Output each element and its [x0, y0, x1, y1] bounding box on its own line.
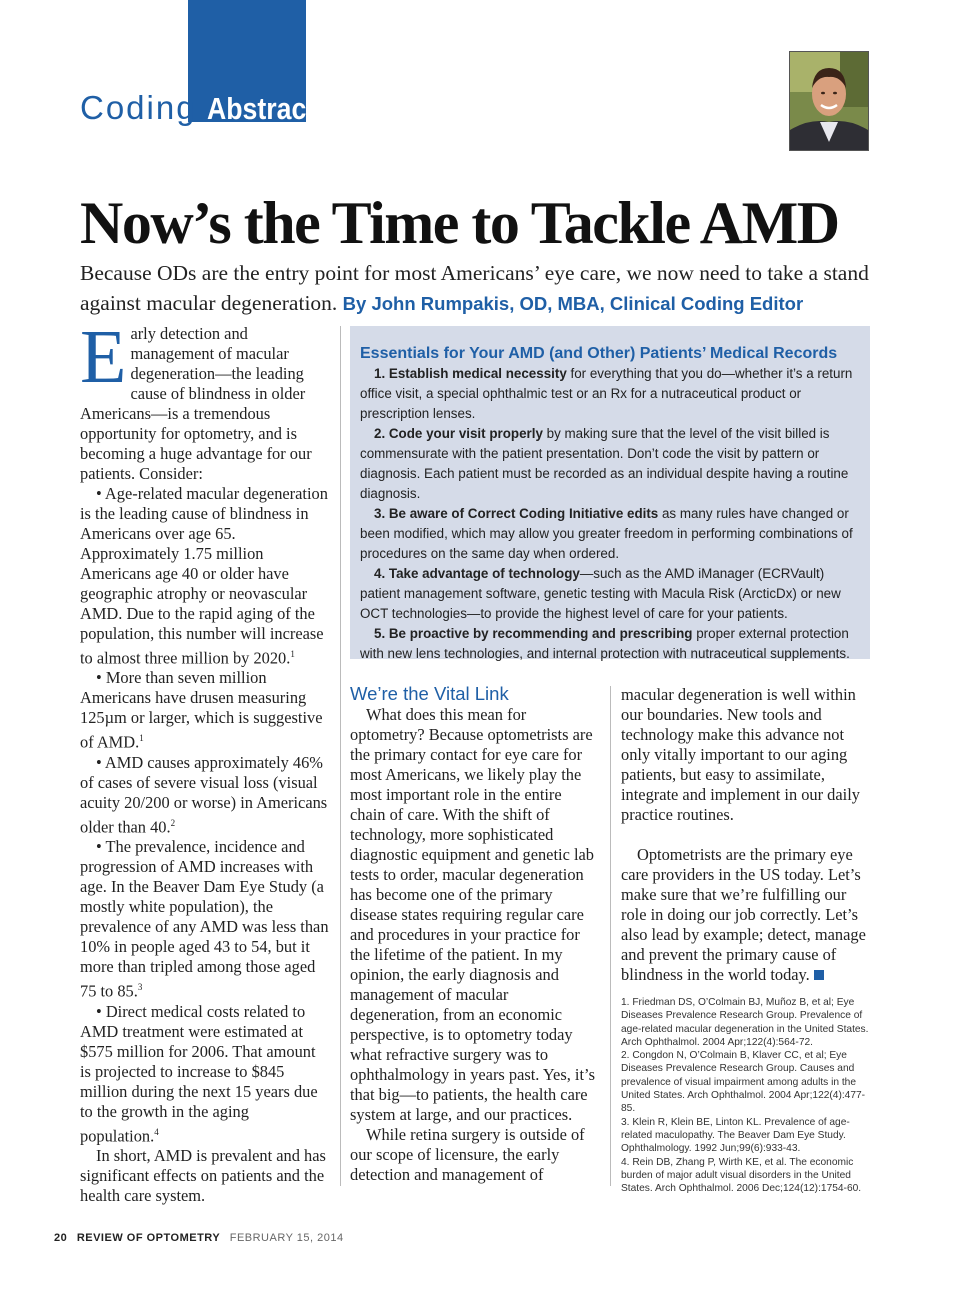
bullet-text: • AMD causes approximately 46% of cases of severe visual loss (visual acuity 20/200 or worse) in Americans older than 40.	[80, 752, 328, 837]
column-3	[621, 685, 871, 985]
section-label	[80, 84, 332, 124]
closing-text: Optometrists are the primary eye care providers in the US today. Let’s make sure that we’re fulfilling our role in doing our job correctly. Let’s also lead by example; detect, manage and prevent the primary cause of blindness in the world today.	[621, 845, 866, 984]
article-headline: Now’s the Time to Tackle AMD	[80, 190, 839, 256]
bullet-text: • More than seven million Americans have drusen measuring 125µm or larger, which is suggestive of AMD.	[80, 668, 323, 752]
section-label-abstract: Abstract	[206, 91, 315, 126]
footnote-ref: 1	[139, 733, 144, 744]
sidebar-item-lead: 4. Take advantage of technology	[374, 566, 580, 581]
bullet-item	[80, 668, 330, 752]
column-1	[80, 315, 330, 1206]
body-paragraph: While retina surgery is outside of our scope of licensure, the early detection and management of	[350, 1125, 585, 1184]
sidebar-item-lead: 2. Code your visit properly	[374, 426, 543, 441]
bullet-item	[80, 753, 330, 837]
sidebar-item	[360, 564, 860, 624]
body-paragraph: macular degeneration is well within our boundaries. New tools and technology make this advance not only vitally important to our aging patients, but easy to assimilate, integrate and implement in our daily practice routines.	[621, 685, 860, 824]
closing-paragraph: In short, AMD is prevalent and has significant effects on patients and the health care system.	[80, 1146, 326, 1206]
sidebar-item-text: by making sure that the level of the visit billed is commensurate with the patient presentation. Don’t code the visit by pattern or diagnosis. Each patient must be recorded as an individual despite having a routine diagnosis.	[360, 426, 849, 501]
body-paragraph: What does this mean for optometry? Because optometrists are the primary contact for eye care for most Americans, we likely play the most important role in the entire chain of care. With the shift of technology, more sophisticated diagnostic equipment and genetic lab tests to order, macular degeneration has become one of the primary disease states requiring regular care and procedures in your practice for the lifetime of the patient. In my opinion, the early diagnosis and management of macular degeneration, from an economic perspective, is to optometry today what refractive surgery was to ophthalmology in years past. Yes, it’s that big—to patients, the health care system at large, and our practices.	[350, 705, 595, 1124]
sidebar-item-lead: 3. Be aware of Correct Coding Initiative edits	[374, 506, 659, 521]
sidebar-item-text: as many rules have changed or been modified, which may allow you greater freedom in performing combinations of procedures on the same day when ordered.	[360, 506, 853, 561]
sidebar-item-lead: 5. Be proactive by recommending and prescribing	[374, 626, 693, 641]
references	[621, 996, 871, 1195]
publication-name: REVIEW OF OPTOMETRY	[76, 1232, 221, 1244]
sidebar-item	[360, 364, 860, 424]
page-number: 20	[54, 1232, 68, 1244]
sidebar-item-text: for everything that you do—whether it’s a return office visit, a special ophthalmic test or an Rx for a nutraceutical product or prescription lenses.	[360, 366, 853, 421]
author-photo	[789, 51, 869, 151]
sidebar-item	[360, 624, 860, 664]
bullet-item	[80, 484, 330, 668]
sidebar-item	[360, 424, 860, 504]
footnote-ref: 1	[290, 649, 295, 659]
article-deck	[80, 258, 880, 319]
reference-item: 3. Klein R, Klein BE, Linton KL. Prevalence of age-related maculopathy. The Beaver Dam Eye Study. Ophthalmology. 1992 Jun;99(6):933-43.	[621, 1116, 850, 1155]
sidebar-item-lead: 1. Establish medical necessity	[374, 366, 567, 381]
bullet-text: • The prevalence, incidence and progression of AMD increases with age. In the Beaver Dam Eye Study (a mostly white population), the prevalence of any AMD was less than 10% in people aged 43 to 54, but it more than tripled among those aged 75 to 85.	[80, 837, 329, 1001]
body-paragraph	[621, 845, 871, 985]
byline: By John Rumpakis, OD, MBA, Clinical Coding Editor	[342, 293, 804, 314]
section-label-coding: Coding	[80, 89, 197, 126]
sidebar-item-text: proper external protection with new lens technologies, and internal protection with nutraceutical supplements.	[360, 626, 850, 661]
footnote-ref: 3	[137, 982, 143, 993]
column-2	[350, 683, 600, 1185]
reference-item: 2. Congdon N, O’Colmain B, Klaver CC, et al; Eye Diseases Prevalence Research Group. Causes and prevalence of visual impairment among adults in the United States. Arch Ophthalmol. 2004 Apr;122(4):477-85.	[621, 1050, 866, 1115]
bullet-item	[80, 837, 330, 1001]
author-portrait-icon	[790, 52, 868, 150]
bullet-text: • Age-related macular degeneration is the leading cause of blindness in Americans over age 65. Approximately 1.75 million Americans age 40 or older have geographic atrophy or neovascular AMD. Due to the rapid aging of the population, this number will increase to almost three million by 2020.	[80, 484, 328, 668]
page-footer	[54, 1232, 344, 1244]
column-divider	[340, 326, 341, 1186]
end-mark-icon	[814, 970, 824, 980]
bullet-item	[80, 1002, 330, 1146]
subhead: We’re the Vital Link	[350, 683, 509, 704]
drop-cap: E	[80, 315, 127, 399]
reference-item: 1. Friedman DS, O’Colmain BJ, Muñoz B, et al; Eye Diseases Prevalence Research Group. Prevalence of age-related macular degeneration in the United States. Arch Ophthalmol. 2004 Apr;122(4):564-72.	[621, 997, 869, 1048]
paragraph-gap	[621, 825, 871, 845]
footnote-ref: 2	[170, 817, 176, 828]
sidebar-title: Essentials for Your AMD (and Other) Patients’ Medical Records	[360, 345, 838, 362]
column-divider	[610, 686, 611, 1186]
sidebar-item-text: —such as the AMD iManager (ECRVault) patient management software, genetic testing with Macula Risk (ArcticDx) or new OCT technologies—to provide the highest level of care for your patients.	[360, 566, 841, 621]
bullet-text: • Direct medical costs related to AMD treatment were estimated at $575 million for 2006. That amount is projected to increase to $845 million during the next 15 years due to the growth in the aging population.	[80, 1001, 318, 1146]
reference-item: 4. Rein DB, Zhang P, Wirth KE, et al. The economic burden of major adult visual disorders in the United States. Arch Ophthalmol. 2006 Dec;124(12):1754-60.	[621, 1156, 862, 1195]
essentials-sidebar	[350, 326, 870, 659]
deck-text: Because ODs are the entry point for most Americans’ eye care, we now need to take a stand against macular degeneration.	[80, 261, 869, 315]
intro-paragraph	[80, 315, 330, 484]
sidebar-item	[360, 504, 860, 564]
intro-text: arly detection and management of macular degeneration—the leading cause of blindness in older Americans—is a tremendous opportunity for optometry, and is becoming a huge advantage for our patients. Consider:	[80, 324, 312, 483]
issue-date: FEBRUARY 15, 2014	[229, 1232, 344, 1244]
footnote-ref: 4	[154, 1126, 159, 1137]
